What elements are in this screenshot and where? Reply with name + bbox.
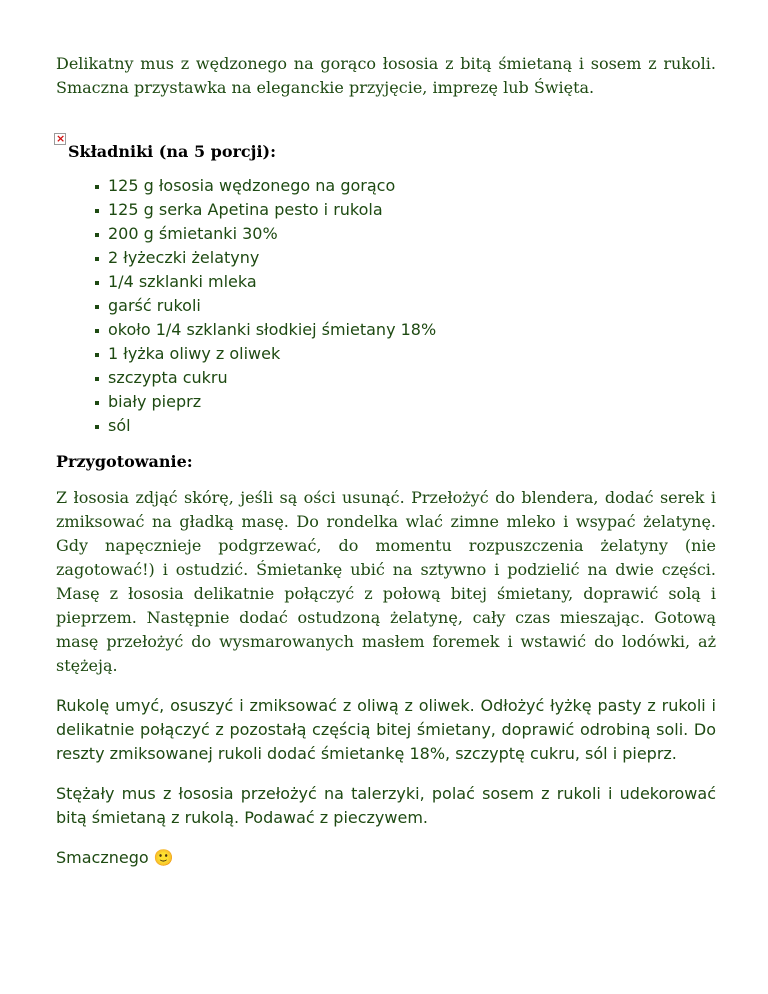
list-item: około 1/4 szklanki słodkiej śmietany 18%	[108, 318, 716, 342]
preparation-paragraph-2: Rukolę umyć, osuszyć i zmiksować z oliwą z oliwek. Odłożyć łyżkę pasty z rukoli i delikatnie połączyć z pozostałą częścią bitej śmietany, doprawić odrobiną soli. Do reszty zmiksowanej rukoli dodać śmietankę 18%, szczyptę cukru, sól i pieprz.	[56, 696, 716, 763]
list-item: 200 g śmietanki 30%	[108, 222, 716, 246]
list-item: 125 g łososia wędzonego na gorąco	[108, 174, 716, 198]
recipe-content	[56, 52, 716, 886]
closing-text: Smacznego 🙂	[56, 848, 174, 867]
list-item: 1 łyżka oliwy z oliwek	[108, 342, 716, 366]
list-item: sól	[108, 414, 716, 438]
list-item: 2 łyżeczki żelatyny	[108, 246, 716, 270]
ingredients-list	[56, 174, 716, 438]
ingredients-heading	[56, 140, 716, 164]
preparation-paragraph-1: Z łososia zdjąć skórę, jeśli są ości usunąć. Przełożyć do blendera, dodać serek i zmiksować na gładką masę. Do rondelka wlać zimne mleko i wsypać żelatynę. Gdy napęcznieje podgrzewać, do momentu rozpuszczenia żelatyny (nie zagotować!) i ostudzić. Śmietankę ubić na sztywno i podzielić na dwie części. Masę z łososia delikatnie połączyć z połową bitej śmietany, doprawić solą i pieprzem. Następnie dodać ostudzoną żelatynę, cały czas mieszając. Gotową masę przełożyć do wysmarowanych masłem foremek i wstawić do lodówki, aż stężeją.	[56, 488, 716, 675]
broken-image-icon	[54, 133, 66, 145]
list-item: 125 g serka Apetina pesto i rukola	[108, 198, 716, 222]
list-item: szczypta cukru	[108, 366, 716, 390]
preparation-paragraph-3: Stężały mus z łososia przełożyć na talerzyki, polać sosem z rukoli i udekorować bitą śmietaną z rukolą. Podawać z pieczywem.	[56, 784, 716, 827]
preparation-heading: Przygotowanie:	[56, 452, 193, 471]
intro-paragraph: Delikatny mus z wędzonego na gorąco łososia z bitą śmietaną i sosem z rukoli. Smaczna przystawka na eleganckie przyjęcie, imprezę lub Święta.	[56, 54, 716, 97]
list-item: garść rukoli	[108, 294, 716, 318]
list-item: 1/4 szklanki mleka	[108, 270, 716, 294]
list-item: biały pieprz	[108, 390, 716, 414]
ingredients-heading-text: Składniki (na 5 porcji):	[68, 142, 277, 161]
